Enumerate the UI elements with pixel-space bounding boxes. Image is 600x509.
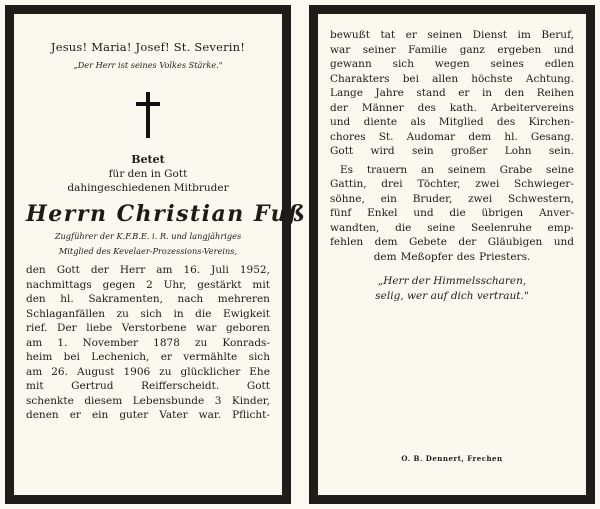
word: Meßopfer	[400, 250, 453, 263]
closing-quote-line: selig, wer auf dich vertraut."	[375, 289, 529, 302]
text-line	[26, 394, 270, 409]
text-line	[330, 192, 574, 207]
word: übrigen	[481, 207, 524, 219]
word: 1878	[153, 336, 180, 349]
word: 26.	[51, 365, 68, 378]
text-line	[330, 43, 574, 58]
left-card	[5, 5, 307, 504]
word: Der	[57, 322, 77, 334]
word: die	[395, 221, 412, 234]
word: seiner	[362, 43, 396, 56]
subtitle-line: Zugführer der K.F.B.E. i. R. und langjähriges	[54, 231, 242, 241]
word: sich	[392, 58, 414, 70]
word: St.	[378, 130, 394, 143]
word: allen	[432, 72, 459, 85]
word: Ewigkeit	[223, 307, 270, 320]
word: seine	[546, 163, 574, 176]
word: seinem	[447, 163, 486, 176]
text-line	[330, 206, 574, 221]
word: 3	[214, 394, 222, 407]
word: Lohn	[504, 145, 532, 157]
word: Gertrud	[71, 380, 114, 392]
word: wandten,	[330, 221, 380, 234]
word: Juli	[211, 264, 229, 276]
word: Ehe	[249, 365, 270, 378]
word: der	[458, 236, 477, 248]
word: Gott	[246, 380, 270, 392]
text-line	[26, 365, 270, 380]
word: ergeben	[497, 43, 542, 56]
word: sich	[248, 351, 270, 363]
word: 2	[146, 278, 153, 291]
word: großer	[451, 145, 488, 157]
word: Schwestern,	[508, 192, 574, 205]
word: Schwieger-	[514, 178, 574, 190]
text-line	[26, 321, 270, 336]
word: hl.	[60, 293, 74, 305]
word: am	[26, 336, 43, 349]
motto: „Der Herr ist seines Volkes Stärke."	[73, 60, 223, 70]
pray-heading: Betet	[131, 153, 165, 166]
word: schenkte	[26, 394, 74, 407]
word: Gesang.	[530, 130, 574, 143]
text-line	[26, 350, 270, 365]
word: war	[330, 43, 351, 56]
word: war	[196, 322, 217, 334]
word: Verstorbene	[121, 322, 187, 334]
word: gewann	[330, 58, 372, 70]
word: 1906	[123, 365, 151, 378]
word: am	[156, 264, 173, 276]
word: trauern	[366, 163, 408, 176]
word: Jahre	[375, 87, 404, 99]
word: zu	[116, 307, 129, 320]
word: mit	[26, 380, 44, 392]
word: denen	[26, 409, 59, 421]
word: im	[517, 29, 531, 41]
word: edlen	[544, 58, 574, 70]
word: er	[69, 409, 81, 421]
word: an	[420, 163, 435, 176]
word: Reifferscheidt.	[141, 380, 220, 392]
printer-imprint: O. B. Dennert, Frechen	[401, 454, 503, 463]
word: die	[449, 207, 466, 219]
word: wegen	[434, 58, 470, 70]
word: ganz	[459, 43, 485, 56]
word: wird	[370, 145, 395, 157]
word: Enkel	[367, 207, 398, 219]
word: ein	[91, 409, 109, 421]
text-line	[330, 57, 574, 72]
word: Schlaganfällen	[26, 307, 106, 320]
word: August	[76, 365, 115, 378]
word: Männer	[361, 101, 404, 114]
word: sein	[411, 145, 434, 157]
word: fehlen	[330, 236, 364, 248]
word: bei	[402, 72, 419, 85]
word: in	[481, 87, 493, 99]
deceased-name: Herrn Christian Fuß	[26, 201, 307, 227]
word: war.	[198, 409, 222, 421]
word: kath.	[449, 101, 477, 114]
text-line	[26, 278, 270, 293]
word: gegen	[102, 278, 136, 291]
word: Es	[340, 163, 354, 176]
word: Gläubigen	[487, 236, 543, 248]
word: dem	[374, 236, 398, 248]
latin-cross-icon	[136, 92, 160, 138]
word: höchste	[471, 72, 513, 85]
word: nachmittags	[26, 278, 92, 291]
text-line	[330, 221, 574, 236]
word: rief.	[26, 322, 48, 334]
word: seinen	[427, 29, 463, 41]
word: Achtung.	[525, 72, 574, 85]
word: Gebete	[408, 236, 447, 248]
word: 1952,	[239, 264, 270, 276]
left-body-text	[26, 263, 270, 423]
word: als	[410, 116, 426, 128]
word: 1.	[57, 336, 68, 349]
text-line	[330, 250, 574, 265]
cross-horizontal-bar	[136, 102, 160, 106]
text-line	[330, 235, 574, 250]
word: Audomar	[406, 130, 456, 143]
word: in	[173, 307, 184, 320]
word: mit	[252, 278, 270, 291]
word: söhne,	[330, 192, 365, 205]
word: November	[82, 336, 139, 349]
word: Herr	[119, 264, 146, 276]
text-line	[330, 163, 574, 178]
word: des	[496, 116, 516, 128]
word: Pflicht-	[232, 409, 270, 421]
word: fünf	[330, 207, 352, 219]
word: vermählte	[183, 351, 238, 363]
word: Sakramenten,	[88, 293, 163, 305]
paragraph-mourners	[330, 163, 574, 265]
text-line	[26, 336, 270, 351]
word: er	[405, 29, 417, 41]
invocation: Jesus! Maria! Josef! St. Severin!	[50, 40, 246, 54]
word: Mitglied	[438, 116, 484, 128]
word: Lebensbunde	[132, 394, 205, 407]
word: chores	[330, 130, 366, 143]
word: Priesters.	[479, 250, 531, 263]
word: drei	[381, 178, 403, 190]
text-line	[26, 408, 270, 423]
word: Lechenich,	[91, 351, 150, 363]
word: Vater	[159, 409, 188, 421]
word: dem	[373, 250, 397, 263]
word: Lange	[330, 87, 363, 99]
word: zwei	[475, 178, 500, 190]
word: des	[417, 101, 436, 114]
right-card	[309, 5, 595, 504]
right-card-content	[330, 28, 574, 485]
word: stand	[416, 87, 446, 99]
word: Töchter,	[417, 178, 461, 190]
word: Beruf,	[541, 29, 574, 41]
text-line	[330, 115, 574, 130]
word: Grabe	[499, 163, 533, 176]
word: nach	[177, 293, 204, 305]
word: sein.	[548, 145, 574, 157]
word: und	[553, 236, 574, 248]
word: er	[160, 351, 172, 363]
word: der	[90, 264, 109, 276]
word: des	[456, 250, 476, 263]
intro-line: dahingeschiedenen Mitbruder	[67, 182, 229, 194]
word: liebe	[86, 322, 113, 334]
word: diesem	[84, 394, 123, 407]
word: emp-	[547, 221, 574, 234]
word: die	[195, 307, 212, 320]
word: am	[26, 365, 43, 378]
word: Gott	[56, 264, 80, 276]
word: bewußt	[330, 29, 370, 41]
word: Anver-	[538, 207, 574, 219]
cross-vertical-bar	[146, 92, 150, 138]
word: Kinder,	[231, 394, 270, 407]
word: Familie	[408, 43, 448, 56]
text-line	[330, 72, 574, 87]
word: seines	[490, 58, 524, 70]
text-line	[330, 28, 574, 43]
word: tat	[380, 29, 396, 41]
word: Gott	[330, 145, 354, 157]
word: Kirchen-	[528, 116, 574, 128]
text-line	[26, 292, 270, 307]
word: diente	[363, 116, 398, 128]
word: 16.	[183, 264, 201, 276]
word: Arbeitervereins	[490, 101, 574, 114]
word: und	[553, 43, 574, 56]
word: Reihen	[536, 87, 574, 99]
text-line	[330, 130, 574, 145]
word: Seelenruhe	[470, 221, 532, 234]
word: seine	[427, 221, 456, 234]
word: Uhr,	[163, 278, 187, 291]
word: zwei	[468, 192, 493, 205]
word: und	[413, 207, 434, 219]
text-line	[330, 144, 574, 159]
paragraph-service	[330, 28, 574, 159]
word: geboren	[225, 322, 270, 334]
word: Gattin,	[330, 178, 367, 190]
word: sich	[140, 307, 162, 320]
subtitle-line: Mitglied des Kevelaer-Prozessions-Vereins,	[58, 246, 238, 256]
word: glücklicher	[180, 365, 241, 378]
word: Bruder,	[412, 192, 453, 205]
intro-line: für den in Gott	[108, 168, 188, 180]
word: der	[330, 101, 348, 114]
text-line	[330, 101, 574, 116]
word: bei	[63, 351, 80, 363]
text-line	[330, 86, 574, 101]
text-line	[26, 263, 270, 278]
word: zu	[195, 336, 208, 349]
word: mehreren	[217, 293, 270, 305]
word: und	[330, 116, 351, 128]
text-line	[26, 379, 270, 394]
word: den	[26, 264, 46, 276]
word: den	[26, 293, 46, 305]
word: er	[458, 87, 470, 99]
word: Dienst	[472, 29, 507, 41]
word: guter	[119, 409, 149, 421]
left-card-content	[26, 28, 307, 485]
word: gestärkt	[197, 278, 242, 291]
word: dem	[468, 130, 492, 143]
word: hl.	[504, 130, 518, 143]
word: den	[504, 87, 525, 99]
word: ein	[380, 192, 397, 205]
word: Charakters	[330, 72, 390, 85]
word: Konrads-	[222, 336, 270, 349]
word: zu	[159, 365, 172, 378]
word: heim	[26, 351, 53, 363]
text-line	[330, 177, 574, 192]
text-line	[26, 307, 270, 322]
closing-quote-line: „Herr der Himmelsscharen,	[377, 275, 527, 287]
